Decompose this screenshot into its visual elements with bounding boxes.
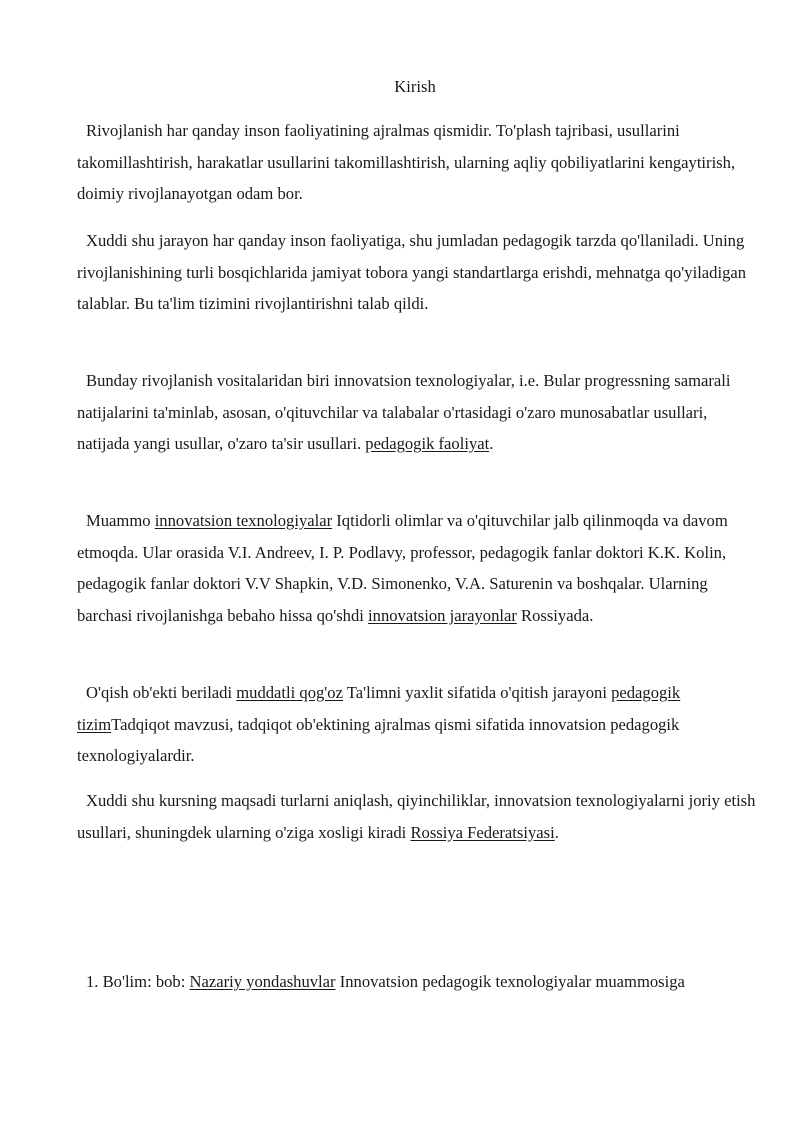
paragraph-4-end: Rossiyada. bbox=[521, 605, 594, 625]
section-heading-1-end: Innovatsion pedagogik texnologiyalar muammosiga bbox=[339, 972, 685, 991]
link-pedagogik-tizim[interactable]: pedagogik tizim bbox=[77, 683, 681, 734]
paragraph-4-text: Iqtidorli olimlar va o'qituvchilar jalb qilinmoqda va davom etmoqda. Ular orasida V.I. Andreev, I. P. Podlavy, professor, pedagogik fanlar doktori K.K. Kolin, pedagogik fanlar doktori V.V Shapkin, V.D. Simonenko, V.A. Saturenin va boshqalar. Ularning barchasi rivojlanishga bebaho hissa qo'shdi bbox=[77, 511, 728, 625]
link-muddatli-qogoz[interactable]: muddatli qog'oz bbox=[236, 683, 343, 702]
paragraph-5-start: O'qish ob'ekti beriladi bbox=[86, 683, 233, 702]
paragraph-5-end: Tadqiqot mavzusi, tadqiqot ob'ektining ajralmas qismi sifatida innovatsion pedagogik texnologiyalardir. bbox=[77, 714, 680, 765]
paragraph-3-end: . bbox=[489, 434, 494, 453]
paragraph-4 bbox=[77, 505, 757, 631]
paragraph-5-text: Ta'limni yaxlit sifatida o'qitish jarayoni bbox=[346, 683, 607, 702]
paragraph-6-text: Xuddi shu kursning maqsadi turlarni aniqlash, qiyinchiliklar, innovatsion texnologiyalarni joriy etish usullari, shuningdek ularning o'ziga xosligi kiradi bbox=[77, 791, 756, 842]
link-rossiya-federatsiyasi[interactable]: Rossiya Federatsiyasi bbox=[410, 822, 555, 842]
section-heading-1 bbox=[77, 966, 757, 998]
paragraph-1-text: Rivojlanish har qanday inson faoliyatining ajralmas qismidir. To'plash tajribasi, usullarini takomillashtirish, harakatlar usullarini takomillashtirish, ularning aqliy qobiliyatlarini kengaytirish, doimiy rivojlanayotgan odam bor. bbox=[77, 121, 736, 203]
paragraph-4-start: Muammo bbox=[86, 511, 151, 530]
paragraph-3 bbox=[77, 365, 757, 460]
paragraph-5 bbox=[77, 677, 757, 772]
paragraph-2 bbox=[77, 225, 757, 320]
section-heading-1-start: 1. Bo'lim: bob: bbox=[86, 972, 186, 991]
link-nazariy-yondashuvlar[interactable]: Nazariy yondashuvlar bbox=[189, 972, 336, 991]
page-title: Kirish bbox=[394, 77, 436, 96]
link-innovatsion-jarayonlar[interactable]: innovatsion jarayonlar bbox=[368, 605, 517, 625]
link-innovatsion-texnologiyalar[interactable]: innovatsion texnologiyalar bbox=[154, 511, 333, 530]
paragraph-6 bbox=[77, 785, 757, 848]
paragraph-6-end: . bbox=[554, 822, 559, 842]
paragraph-2-text: Xuddi shu jarayon har qanday inson faoliyatiga, shu jumladan pedagogik tarzda qo'llaniladi. Uning rivojlanishining turli bosqichlarida jamiyat tobora yangi standartlarga erishdi, mehnatga qo'yiladigan talablar. Bu ta'lim tizimini rivojlantirishni talab qildi. bbox=[77, 231, 747, 313]
link-pedagogik-faoliyat[interactable]: pedagogik faoliyat bbox=[365, 434, 490, 453]
paragraph-1 bbox=[77, 115, 757, 210]
paragraph-3-text: Bunday rivojlanish vositalaridan biri innovatsion texnologiyalar, i.e. Bular progressning samarali natijalarini ta'minlab, asosan, o'qituvchilar va talabalar o'rtasidagi o'zaro munosabatlar usullari, natijada yangi usullar, o'zaro ta'sir usullari. bbox=[77, 371, 731, 453]
